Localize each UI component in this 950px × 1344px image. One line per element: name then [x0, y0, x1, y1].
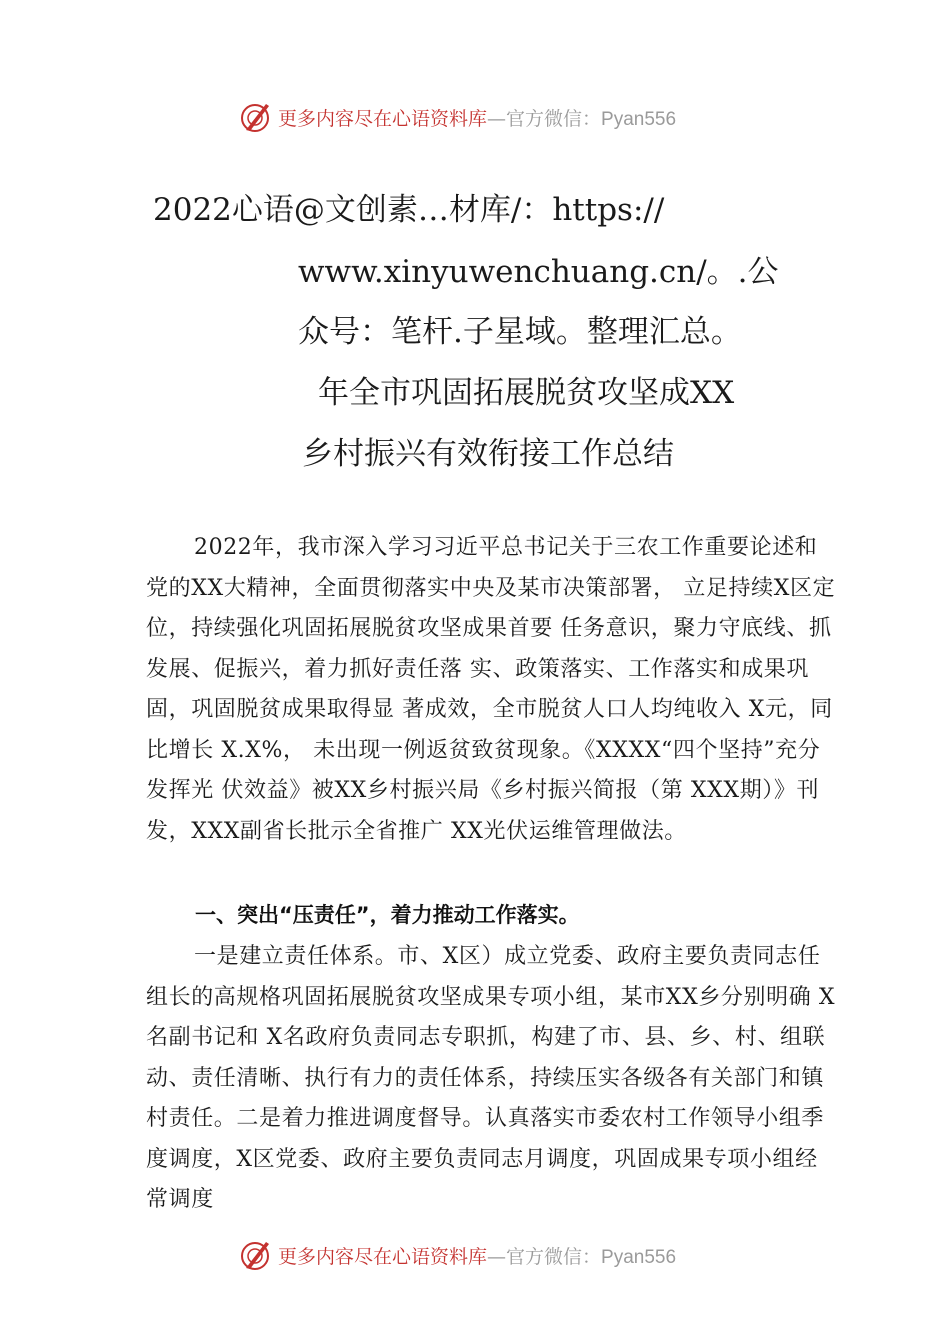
intro-paragraph: 2022年，我市深入学习习近平总书记关于三农工作重要论述和党的XX大精神，全面贯彻落实中央及某市决策部署， 立足持续X区定位，持续强化巩固拓展脱贫攻坚成果首要 任务意识，聚力守底线、抓发展、促振兴，着力抓好责任落 实、政策落实、工作落实和成果巩固，巩固脱贫成果取得显 著成效，全市脱贫人口人均纯收入 X元，同比增长 X.X%， 未出现一例返贫致贫现象。《XXXX“四个坚持”充分发挥光 伏效益》被XX乡村振兴局《乡村振兴简报（第 XXX期）》刊发，XXX副省长批示全省推广 XX光伏运维管理做法。 — [146, 535, 836, 844]
section-heading-1: 一、突出“压责任”，着力推动工作落实。 — [195, 903, 580, 927]
title-line-5: 乡村振兴有效衔接工作总结 — [302, 436, 674, 472]
section-1-paragraph: 一是建立责任体系。市、X区）成立党委、政府主要负责同志任组长的高规格巩固拓展脱贫攻坚成果专项小组，某市XX乡分别明确 X名副书记和 X名政府负责同志专职抓，构建了市、县、乡、村、组联动、责任清晰、执行有力的责任体系，持续压实各级各有关部门和镇村责任。二是着力推进调度督导。认真落实市委农村工作领导小组季度调度，X区党委、政府主要负责同志月调度，巩固成果专项小组经常调度 — [146, 944, 836, 1212]
title-line-4: 年全市巩固拓展脱贫攻坚成XX — [318, 375, 735, 411]
footer-watermark-banner — [0, 1234, 950, 1274]
brush-logo-icon — [238, 1238, 272, 1272]
title-line-2: www.xinyuwenchuang.cn/。.公 — [298, 254, 779, 290]
brush-logo-icon — [238, 100, 272, 134]
banner-text: 更多内容尽在心语资料库—官方微信：Pyan556 — [278, 108, 677, 130]
banner-text: 更多内容尽在心语资料库—官方微信：Pyan556 — [278, 1246, 677, 1268]
header-watermark-banner — [0, 96, 950, 136]
title-line-1: 2022心语@文创素…材库/：https:// — [153, 192, 665, 228]
title-line-3: 众号：笔杆.子星域。整理汇总。 — [298, 314, 742, 350]
